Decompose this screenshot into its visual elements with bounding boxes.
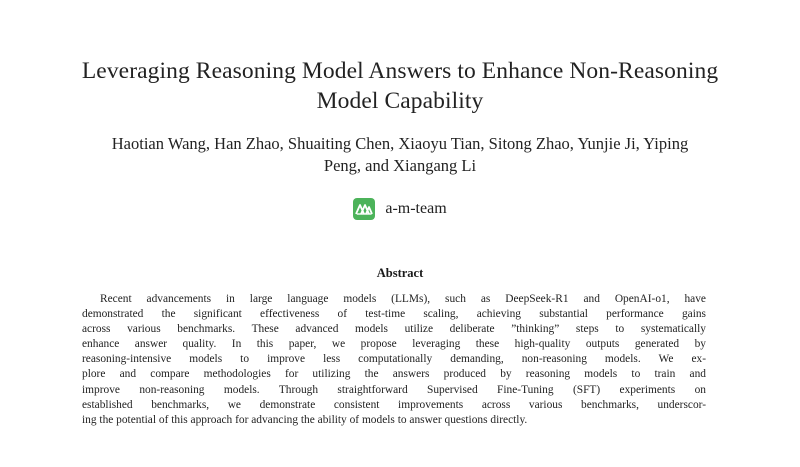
paper-title-line-2: Model Capability bbox=[316, 88, 484, 114]
abstract-line: established benchmarks, we demonstrate consistent improvements across various benchmarks, underscor- bbox=[82, 398, 706, 411]
abstract-line: across various benchmarks. These advanced models utilize deliberate ”thinking” steps to systematically bbox=[82, 323, 706, 336]
affiliation bbox=[0, 198, 800, 220]
author-list bbox=[40, 133, 760, 177]
abstract-body bbox=[82, 292, 706, 428]
abstract-line: enhance answer quality. In this paper, we propose leveraging these high-quality outputs generated by bbox=[82, 338, 706, 351]
abstract-line: improve non-reasoning models. Through straightforward Supervised Fine-Tuning (SFT) experiments on bbox=[82, 383, 706, 396]
paper-title bbox=[40, 56, 760, 116]
abstract-line: ing the potential of this approach for advancing the ability of models to answer questions directly. bbox=[82, 413, 528, 426]
abstract-line: reasoning-intensive models to improve less computationally demanding, non-reasoning models. We ex- bbox=[82, 353, 706, 366]
abstract-line: Recent advancements in large language models (LLMs), such as DeepSeek-R1 and OpenAI-o1, have bbox=[100, 293, 706, 305]
abstract-line: demonstrated the significant effectiveness of test-time scaling, achieving substantial performance gains bbox=[82, 308, 706, 321]
abstract-heading: Abstract bbox=[376, 266, 424, 280]
a-m-team-logo-icon bbox=[353, 198, 375, 220]
abstract-line: plore and compare methodologies for utilizing the answers produced by reasoning models to train and bbox=[82, 368, 706, 381]
author-list-line-2: Peng, and Xiangang Li bbox=[323, 156, 477, 175]
paper-title-line-1: Leveraging Reasoning Model Answers to Enhance Non-Reasoning bbox=[81, 58, 719, 84]
team-name: a-m-team bbox=[385, 200, 447, 217]
author-list-line-1: Haotian Wang, Han Zhao, Shuaiting Chen, Xiaoyu Tian, Sitong Zhao, Yunjie Ji, Yiping bbox=[111, 134, 689, 153]
